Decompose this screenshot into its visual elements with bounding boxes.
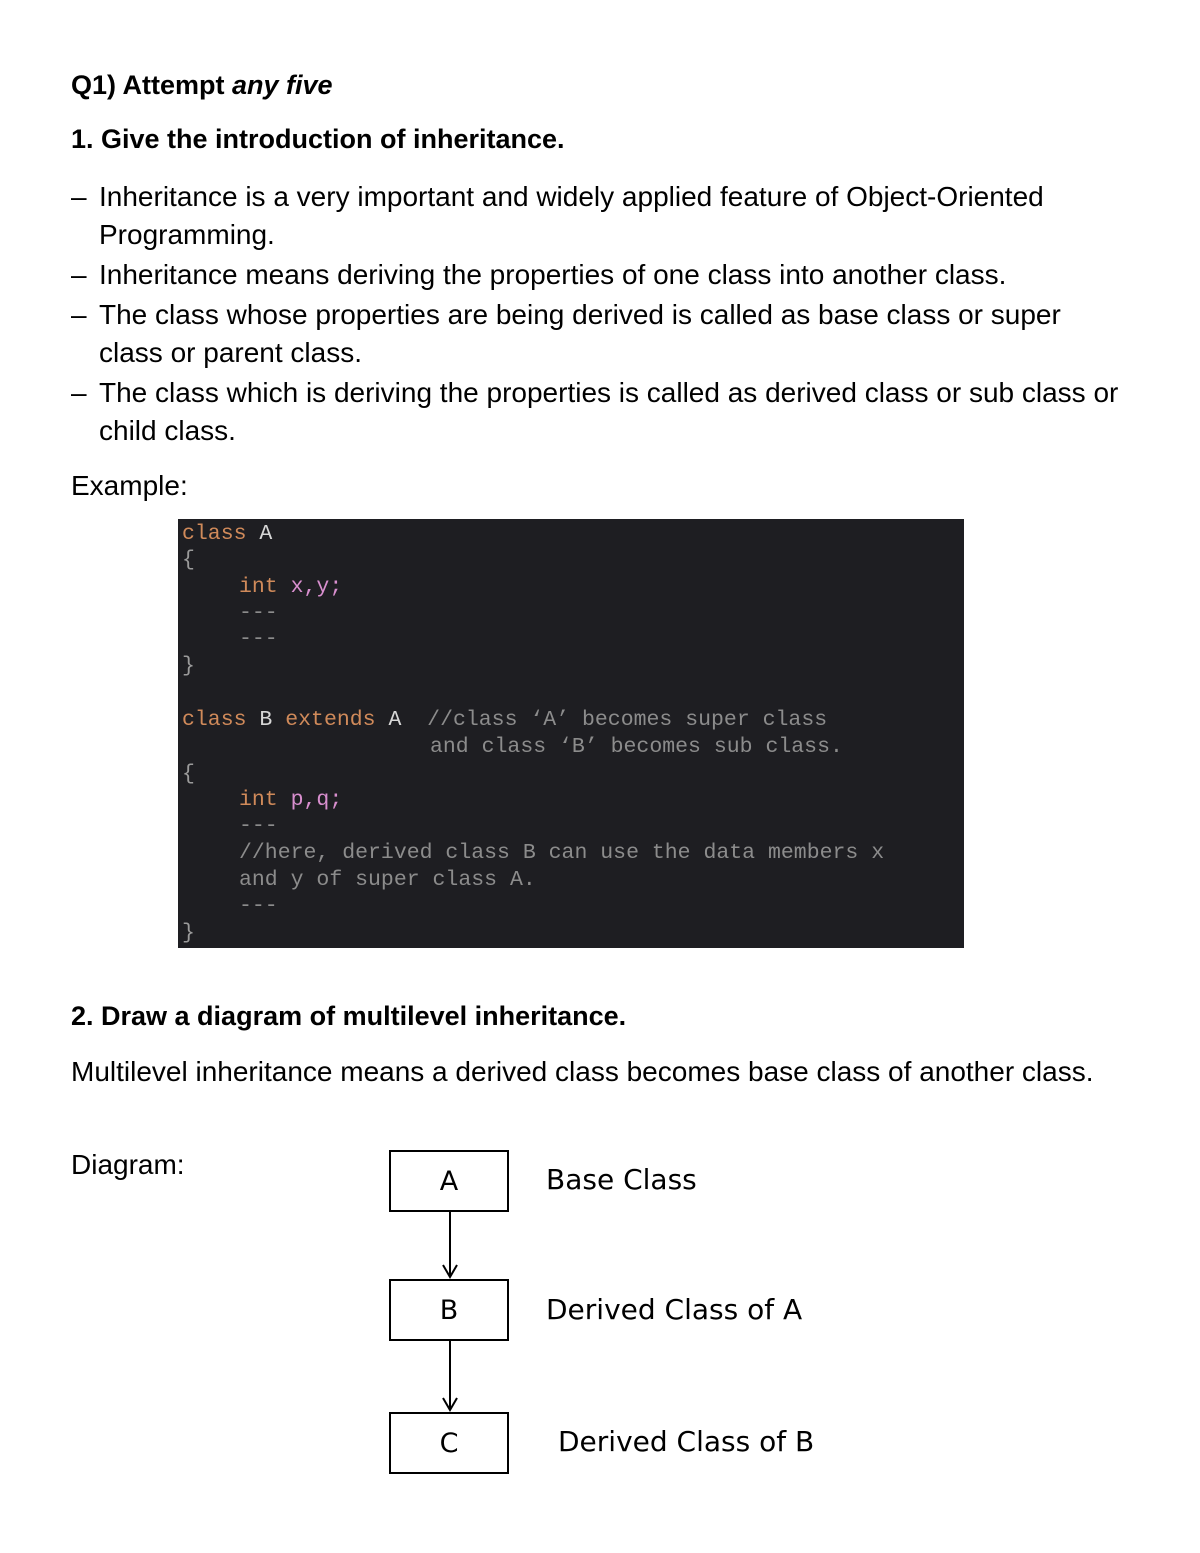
section2-description: Multilevel inheritance means a derived class becomes base class of another class. bbox=[71, 1056, 1094, 1087]
code-type: int bbox=[239, 788, 278, 812]
code-ellipsis: --- bbox=[239, 627, 278, 651]
arrow-b-to-c-icon bbox=[440, 1339, 460, 1412]
code-vars: x,y; bbox=[277, 575, 343, 599]
bullet-text: Inheritance means deriving the properties of one class into another class. bbox=[99, 259, 1007, 290]
code-comment: //here, derived class B can use the data members x bbox=[239, 841, 885, 865]
code-ellipsis: --- bbox=[239, 601, 278, 625]
question-heading bbox=[71, 70, 333, 101]
code-ellipsis: --- bbox=[239, 894, 278, 918]
code-ellipsis: --- bbox=[239, 814, 278, 838]
code-line-class-a bbox=[182, 521, 272, 547]
code-open-brace: { bbox=[182, 548, 195, 572]
class-a-box: A bbox=[389, 1150, 509, 1212]
class-b-role-label: Derived Class of A bbox=[546, 1293, 803, 1326]
code-keyword: class bbox=[182, 708, 247, 732]
code-comment: //class ‘A’ becomes super class bbox=[427, 708, 828, 732]
class-c-role-label: Derived Class of B bbox=[558, 1425, 815, 1458]
bullet-dash: – bbox=[71, 181, 87, 212]
code-identifier: A bbox=[375, 708, 428, 732]
code-identifier: B bbox=[246, 708, 286, 732]
code-line-int-xy bbox=[239, 574, 342, 600]
code-type: int bbox=[239, 575, 278, 599]
code-comment: and class ‘B’ becomes sub class. bbox=[430, 735, 843, 759]
class-a-role-label: Base Class bbox=[546, 1163, 697, 1196]
list-item bbox=[71, 296, 1131, 372]
class-c-box: C bbox=[389, 1412, 509, 1474]
arrow-a-to-b-icon bbox=[440, 1210, 460, 1279]
code-close-brace: } bbox=[182, 654, 195, 678]
question-prefix: Q1) Attempt bbox=[71, 70, 232, 100]
bullet-text: Inheritance is a very important and widely applied feature of Object-Oriented Programming. bbox=[99, 181, 1044, 250]
code-identifier: A bbox=[246, 522, 273, 546]
code-keyword: class bbox=[182, 522, 247, 546]
code-line-int-pq bbox=[239, 787, 342, 813]
bullet-dash: – bbox=[71, 299, 87, 330]
code-vars: p,q; bbox=[277, 788, 343, 812]
diagram-label: Diagram: bbox=[71, 1149, 185, 1180]
code-line-class-b bbox=[182, 707, 827, 733]
code-open-brace: { bbox=[182, 762, 195, 786]
example-label: Example: bbox=[71, 470, 188, 501]
section2-title: 2. Draw a diagram of multilevel inheritance. bbox=[71, 1001, 627, 1031]
bullet-dash: – bbox=[71, 377, 87, 408]
list-item bbox=[71, 374, 1131, 450]
section1-title: 1. Give the introduction of inheritance. bbox=[71, 124, 565, 154]
bullet-text: The class whose properties are being derived is called as base class or super class or parent class. bbox=[99, 299, 1061, 368]
code-comment: and y of super class A. bbox=[239, 868, 536, 892]
class-b-box: B bbox=[389, 1279, 509, 1341]
question-emphasis: any five bbox=[232, 70, 333, 100]
list-item bbox=[71, 256, 1131, 294]
bullet-dash: – bbox=[71, 259, 87, 290]
code-close-brace: } bbox=[182, 921, 195, 945]
code-example-block bbox=[178, 519, 964, 948]
bullet-text: The class which is deriving the properties is called as derived class or sub class or child class. bbox=[99, 377, 1119, 446]
inheritance-bullet-list bbox=[71, 178, 1131, 452]
code-keyword: extends bbox=[285, 708, 376, 732]
list-item bbox=[71, 178, 1131, 254]
